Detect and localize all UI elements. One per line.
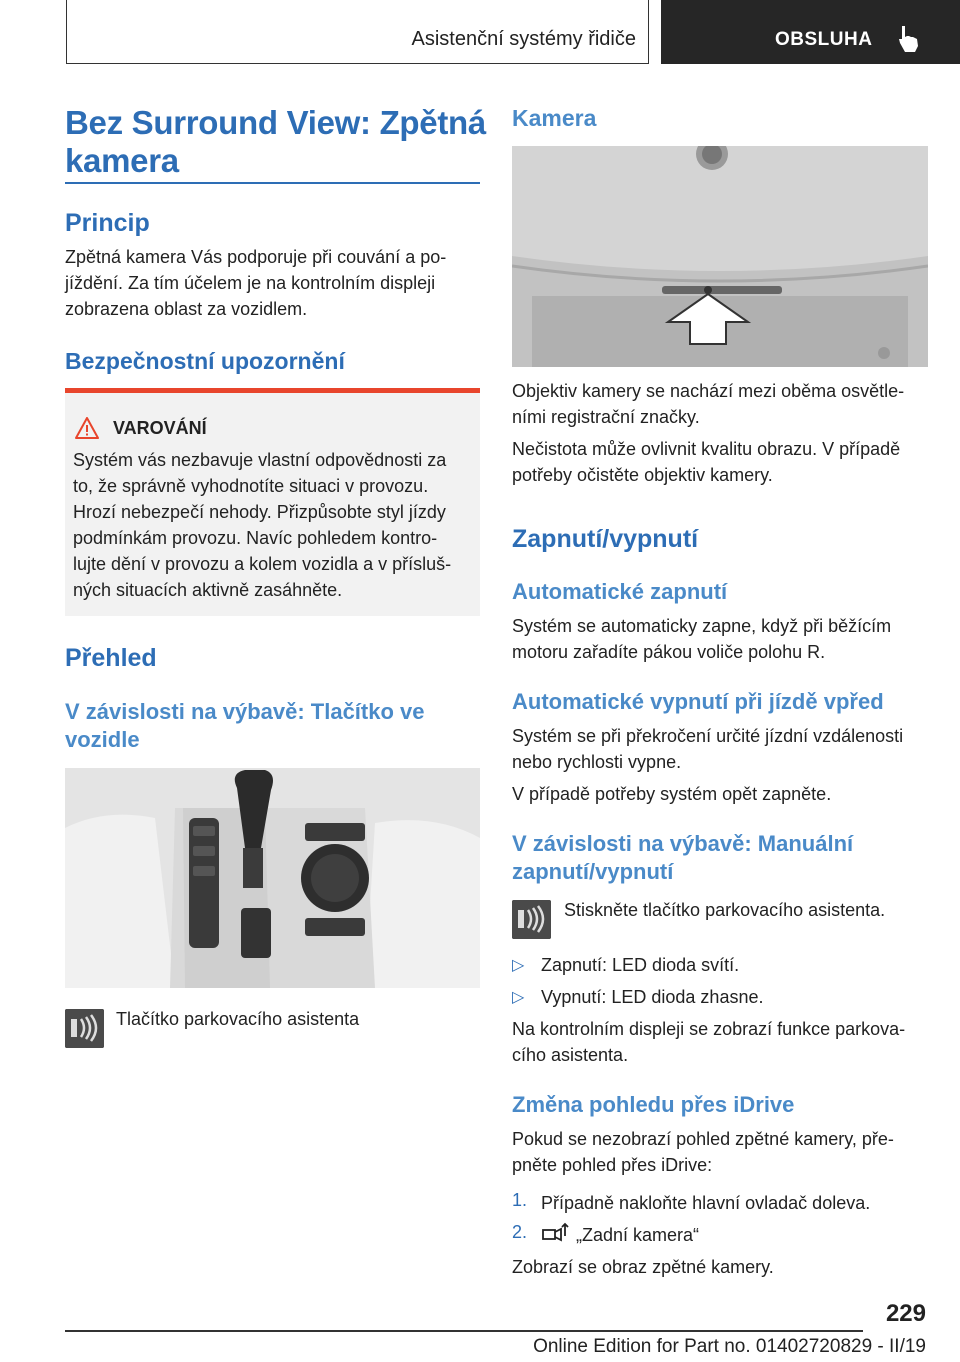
title-rule [65, 182, 480, 184]
warning-line: lujte dění v provozu a kolem vozidla a v přísluš- [73, 554, 452, 574]
heading-overview: Přehled [65, 644, 157, 672]
camera-line-1: Objektiv kamery se nachází mezi oběma osvětle- [512, 381, 905, 401]
dirt-line-2: potřeby očistěte objektiv kamery. [512, 465, 773, 485]
page-number: 229 [885, 1300, 926, 1327]
heading-equip-line1: V závislosti na výbavě: Tlačítko ve [65, 699, 425, 724]
bullet-on: Zapnutí: LED dioda svítí. [541, 955, 740, 975]
warning-line: to, že správně vyhodnotíte situaci v provozu. [73, 476, 429, 496]
step-1: Případně nakloňte hlavní ovladač doleva. [541, 1193, 871, 1213]
warning-line: Systém vás nezbavuje vlastní odpovědnosti za [73, 450, 447, 470]
page-title-line2: kamera [65, 142, 179, 179]
auto-off-line-1: Systém se při překročení určité jízdní vzdálenosti [512, 726, 904, 746]
pointing-hand-icon [896, 24, 922, 54]
footer-edition: Online Edition for Part no. 01402720829 - II/19 [533, 1336, 926, 1357]
warning-line: Hrozí nebezpečí nehody. Přizpůsobte styl jízdy [73, 502, 446, 522]
center-console-photo [65, 768, 480, 988]
heading-camera: Kamera [512, 105, 597, 131]
princip-line-1: Zpětná kamera Vás podporuje při couvání a po- [65, 247, 447, 267]
princip-line-2: jíždění. Za tím účelem je na kontrolním displeji [65, 273, 436, 293]
warning-line: ných situacích aktivně zasáhněte. [73, 580, 343, 600]
camera-line-2: ními registrační značky. [512, 407, 700, 427]
idrive-line-2: pněte pohled přes iDrive: [512, 1155, 713, 1175]
rear-camera-photo [512, 146, 928, 367]
warning-title: VAROVÁNÍ [113, 418, 207, 438]
idrive-line-1: Pokud se nezobrazí pohled zpětné kamery, pře- [512, 1129, 894, 1149]
heading-manual-line1: V závislosti na výbavě: Manuální [512, 831, 854, 856]
auto-on-line-1: Systém se automaticky zapne, když při běžícím [512, 616, 892, 636]
bullet-off: Vypnutí: LED dioda zhasne. [541, 987, 764, 1007]
heading-idrive: Změna pohledu přes iDrive [512, 1092, 795, 1117]
step-2: „Zadní kamera“ [576, 1225, 700, 1245]
rear-camera-icon [541, 1222, 571, 1246]
parking-assistant-icon [65, 1009, 104, 1048]
step-number: 2. [512, 1222, 528, 1242]
heading-onoff: Zapnutí/vypnutí [512, 525, 699, 553]
step-number: 1. [512, 1190, 528, 1210]
footer-rule [65, 1330, 863, 1332]
rear-camera-illustration [512, 146, 928, 367]
display-line-1: Na kontrolním displeji se zobrazí funkce parkova- [512, 1019, 906, 1039]
warning-triangle-icon [75, 417, 99, 439]
dirt-line-1: Nečistota může ovlivnit kvalitu obrazu. V případě [512, 439, 901, 459]
auto-off-line-3: V případě potřeby systém opět zapněte. [512, 784, 832, 804]
auto-off-line-2: nebo rychlosti vypne. [512, 752, 682, 772]
header-chapter-tab [661, 0, 960, 64]
press-button-text: Stiskněte tlačítko parkovacího asistenta. [564, 900, 886, 920]
result-text: Zobrazí se obraz zpětné kamery. [512, 1257, 774, 1277]
warning-line: podmínkám provozu. Navíc pohledem kontro- [73, 528, 438, 548]
header-chapter-label: OBSLUHA [775, 29, 873, 50]
display-line-2: cího asistenta. [512, 1045, 629, 1065]
heading-princip: Princip [65, 209, 150, 237]
list-marker: ▷ [512, 989, 525, 1006]
heading-safety: Bezpečnostní upozornění [65, 348, 345, 374]
center-console-illustration [65, 768, 480, 988]
princip-line-3: zobrazena oblast za vozidlem. [65, 299, 308, 319]
list-marker: ▷ [512, 957, 525, 974]
heading-auto-off: Automatické vypnutí při jízdě vpřed [512, 689, 884, 714]
heading-equip-line2: vozidle [65, 727, 140, 752]
auto-on-line-2: motoru zařadíte pákou voliče polohu R. [512, 642, 826, 662]
header-section-title: Asistenční systémy řidiče [411, 28, 636, 50]
heading-auto-on: Automatické zapnutí [512, 579, 728, 604]
button-caption: Tlačítko parkovacího asistenta [116, 1009, 360, 1029]
parking-assistant-icon [512, 900, 551, 939]
warning-box [65, 388, 480, 616]
header-section-box [66, 0, 649, 64]
page-title-line1: Bez Surround View: Zpětná [65, 104, 486, 141]
heading-manual-line2: zapnutí/vypnutí [512, 859, 674, 884]
warning-text [73, 447, 473, 603]
